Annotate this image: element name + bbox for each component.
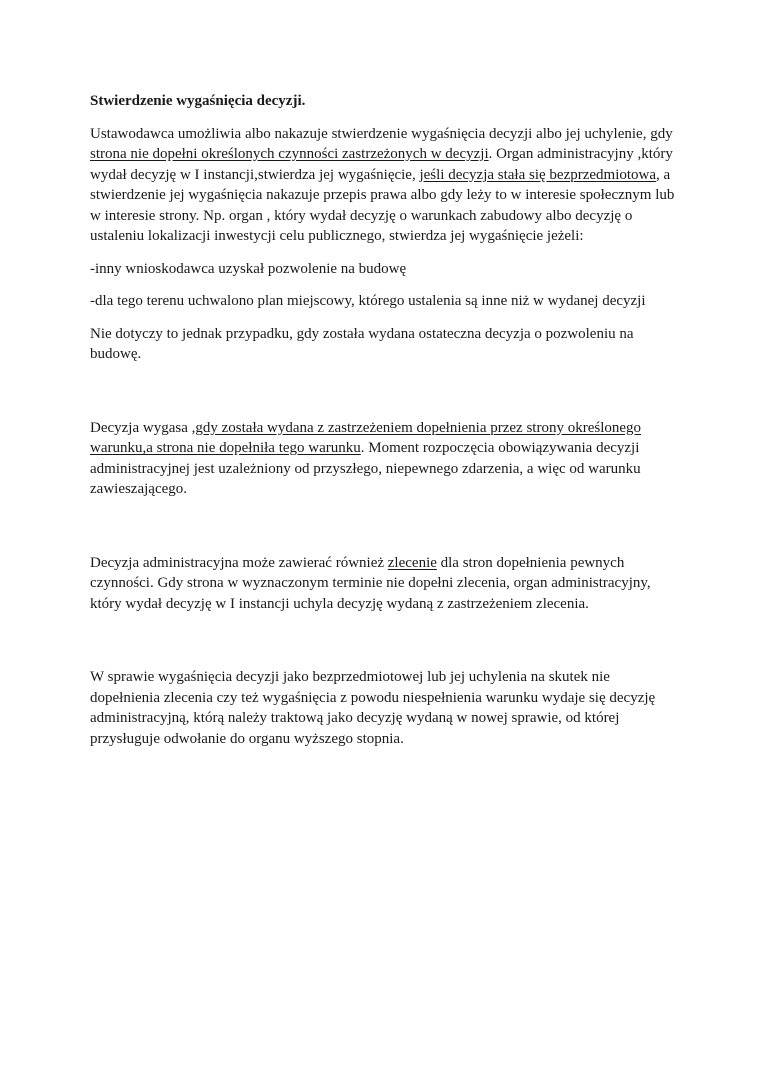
paragraph-conclusion: W sprawie wygaśnięcia decyzji jako bezprzedmiotowej lub jej uchylenia na skutek nie dopełnienia zlecenia czy też wygaśnięcia z powodu niespełnienia warunku wydaje się decyzję administracyjną, którą należy traktową jako decyzję wydaną w nowej sprawie, od której przysługuje odwołanie do organu wyższego stopnia. xyxy=(90,669,656,747)
list-item-bullet-1: -inny wnioskodawca uzyskał pozwolenie na budowę xyxy=(90,260,407,277)
paragraph-warunek xyxy=(90,418,680,500)
document-page xyxy=(90,91,680,761)
paragraph-zlecenie-text-b: dla stron dopełnienia pewnych czynności. Gdy strona w wyznaczonym terminie nie dopełni zlecenia, organ administracyjny, który wydał decyzję w I instancji uchyla decyzję wydaną z zastrzeżeniem zlecenia. xyxy=(90,554,651,612)
paragraph-warunek-text-a: Decyzja wygasa , xyxy=(90,419,196,436)
paragraph-intro-text-c: , a stwierdzenie jej wygaśnięcia nakazuje przepis prawa albo gdy leży to w interesie społecznym lub w interesie strony. Np. organ , który wydał decyzję o warunkach zabudowy albo decyzję o ustaleniu lokalizacji inwestycji celu publicznego, stwierdza jej wygaśnięcie jeżeli: xyxy=(90,166,675,244)
underlined-phrase-strona: strona nie dopełni określonych czynności zastrzeżonych w decyzji xyxy=(90,146,489,162)
paragraph-intro-text-a: Ustawodawca umożliwia albo nakazuje stwierdzenie wygaśnięcia decyzji albo jej uchylenie, gdy xyxy=(90,125,673,142)
paragraph-zlecenie-text-a: Decyzja administracyjna może zawierać również xyxy=(90,554,388,571)
paragraph-intro xyxy=(90,124,680,247)
paragraph-intro-text-b: . Organ administracyjny ,który wydał decyzję w I instancji,stwierdza jej wygaśnięcie, xyxy=(90,146,673,183)
list-item-bullet-2: -dla tego terenu uchwalono plan miejscowy, którego ustalenia są inne niż w wydanej decyzji xyxy=(90,293,646,309)
paragraph-warunek-text-b: . Moment rozpoczęcia obowiązywania decyzji administracyjnej jest uzależniony od przyszłego, niepewnego zdarzenia, a więc od warunku zawieszającego. xyxy=(90,440,641,497)
spacer xyxy=(90,377,680,418)
underlined-phrase-warunek: gdy została wydana z zastrzeżeniem dopełnienia przez strony określonego warunku,a strona nie dopełniła tego warunku xyxy=(90,419,642,456)
underlined-phrase-bezprzedmiotowa: jeśli decyzja stała się bezprzedmiotowa xyxy=(419,166,657,183)
document-title: Stwierdzenie wygaśnięcia decyzji. xyxy=(90,93,306,109)
underlined-word-zlecenie: zlecenie xyxy=(387,554,437,571)
spacer xyxy=(90,512,680,553)
paragraph-exception: Nie dotyczy to jednak przypadku, gdy została wydana ostateczna decyzja o pozwoleniu na budowę. xyxy=(90,325,634,362)
paragraph-zlecenie xyxy=(90,553,680,615)
spacer xyxy=(90,626,680,667)
